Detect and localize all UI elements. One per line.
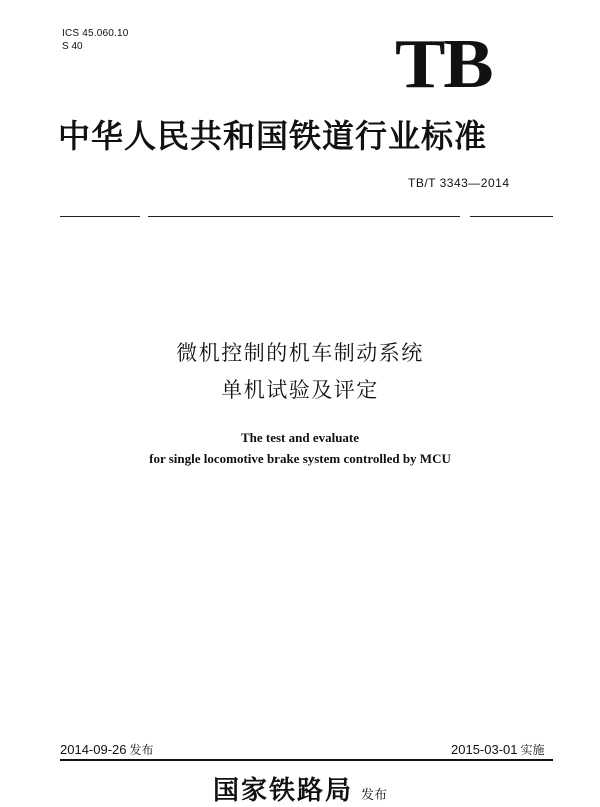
standard-number: TB/T 3343—2014 (408, 176, 510, 190)
publisher-action: 发布 (361, 788, 388, 803)
issue-label: 发布 (129, 743, 154, 757)
ccs-code: S 40 (62, 41, 83, 52)
header-divider-right (470, 216, 553, 217)
document-title-en-line2: for single locomotive brake system controlled by MCU (149, 451, 451, 466)
implement-date-block (451, 742, 545, 758)
document-title-cn-line2: 单机试验及评定 (221, 378, 379, 402)
tb-logo: TB (395, 26, 492, 103)
issue-date: 2014-09-26 (60, 742, 127, 757)
issue-date-block (60, 742, 154, 758)
publisher-name: 国家铁路局 (212, 776, 353, 806)
implement-date: 2015-03-01 (451, 742, 518, 757)
footer-divider (60, 759, 553, 761)
ics-code: ICS 45.060.10 (62, 28, 129, 39)
header-divider-left (60, 216, 140, 217)
standard-body-title: 中华人民共和国铁道行业标准 (58, 117, 488, 155)
publisher-block (0, 775, 600, 807)
document-title-cn-line1: 微机控制的机车制动系统 (176, 341, 424, 365)
document-title-en-line1: The test and evaluate (240, 430, 360, 445)
implement-label: 实施 (520, 743, 545, 757)
header-divider-middle (148, 216, 460, 217)
